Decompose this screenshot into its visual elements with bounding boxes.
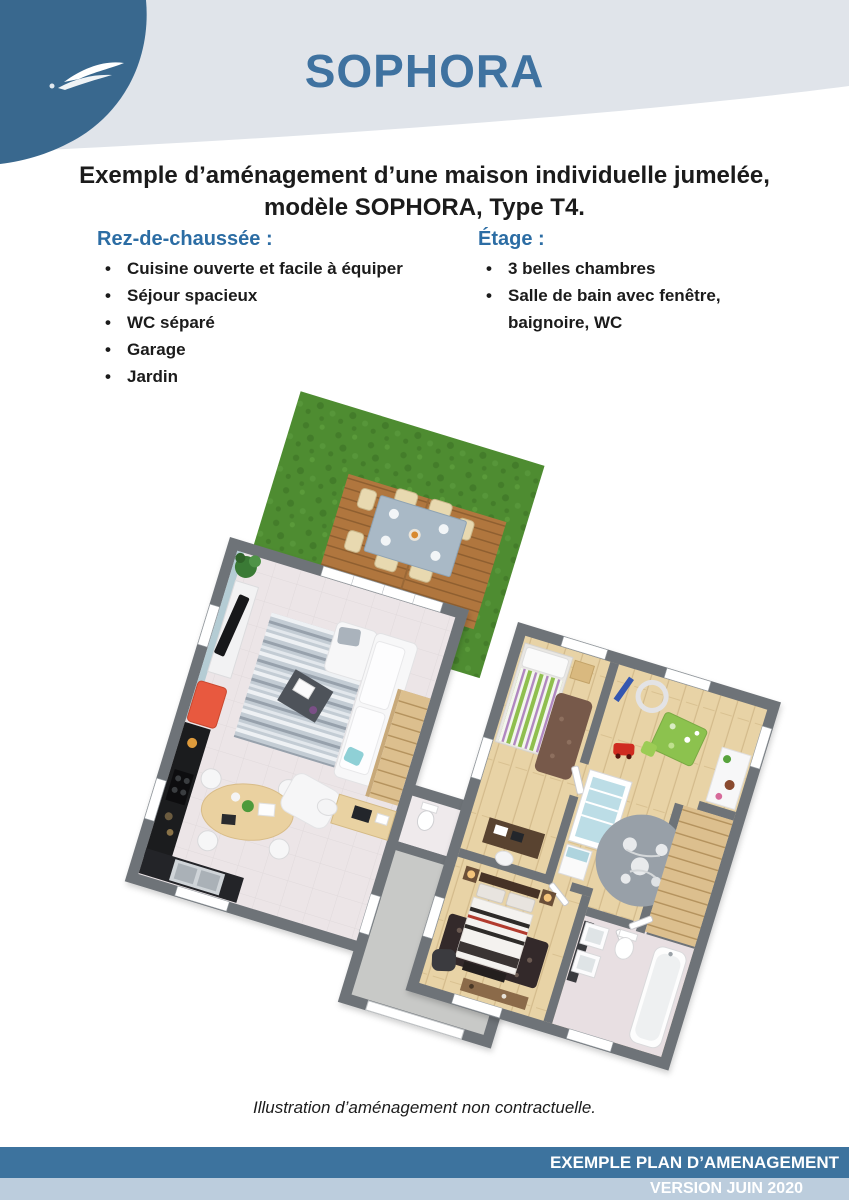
plan-caption: Illustration d’aménagement non contractuelle. [252, 1098, 597, 1117]
footer-bar-secondary [0, 1178, 849, 1200]
list-item: • Séjour spacieux [97, 282, 427, 309]
footer-line1: EXEMPLE PLAN D’AMENAGEMENT [549, 1153, 839, 1172]
intro-title-line2: modèle SOPHORA, Type T4. [264, 194, 585, 221]
section-ground-floor [97, 228, 427, 390]
ground-floor-heading: Rez-de-chaussée : [97, 228, 273, 250]
ground-floor-list [97, 255, 427, 390]
beanbag [432, 949, 457, 972]
list-item: • Salle de bain avec fenêtre, baignoire, WC [478, 282, 753, 336]
floor-plan-illustration [0, 378, 849, 1093]
upper-floor-heading: Étage : [478, 228, 545, 250]
section-upper-floor [478, 228, 753, 336]
intro-title-line1: Exemple d’aménagement d’une maison individuelle jumelée, [79, 162, 770, 189]
list-item: • Garage [97, 336, 427, 363]
intro-title [0, 160, 849, 224]
list-item: • Jardin [97, 363, 427, 390]
list-item: • 3 belles chambres [478, 255, 753, 282]
list-item: • Cuisine ouverte et facile à équiper [97, 255, 427, 282]
footer-line2: VERSION JUIN 2020 [650, 1180, 803, 1197]
upper-floor-plan [405, 622, 781, 1071]
page-title: SOPHORA [304, 45, 545, 97]
upper-floor-list [478, 255, 753, 336]
list-item: • WC séparé [97, 309, 427, 336]
footer-bar-primary [0, 1147, 849, 1178]
